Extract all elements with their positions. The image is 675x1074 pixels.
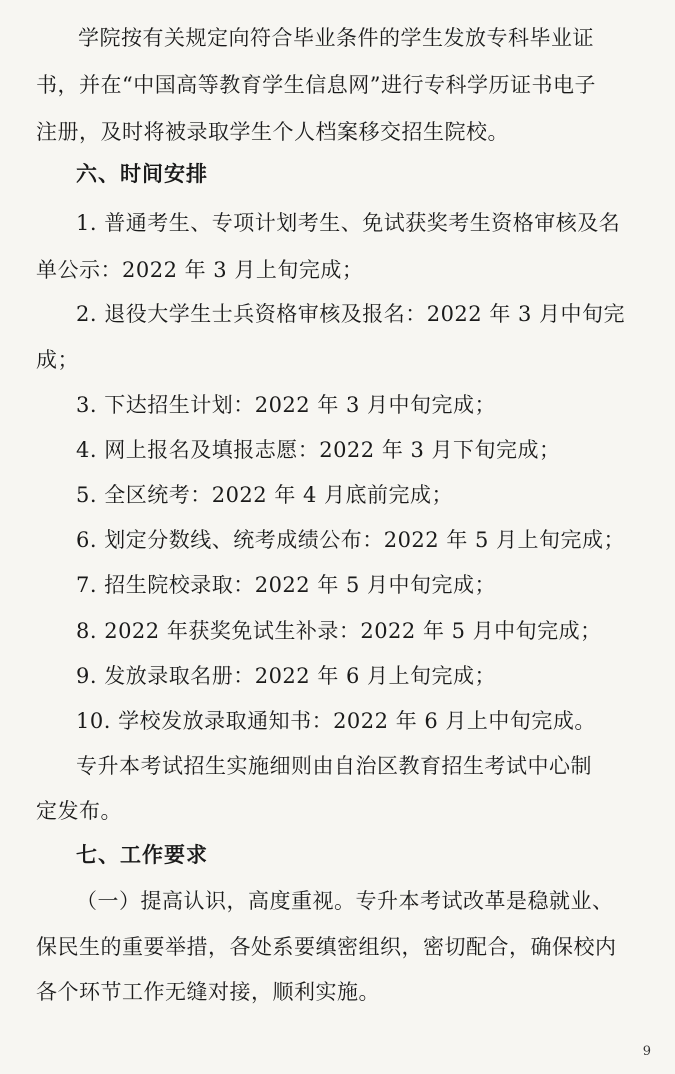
schedule-item-1: 1. 普通考生、专项计划考生、免试获奖考生资格审核及名 (76, 211, 621, 235)
schedule-item-2: 2. 退役大学生士兵资格审核及报名：2022 年 3 月中旬完 (76, 302, 626, 326)
schedule-item-2-cont: 成； (36, 348, 79, 372)
schedule-item-5: 5. 全区统考：2022 年 4 月底前完成； (76, 483, 454, 507)
paragraph-line: 注册，及时将被录取学生个人档案移交招生院校。 (36, 120, 509, 144)
section-heading-requirements: 七、工作要求 (76, 843, 208, 867)
schedule-item-9: 9. 发放录取名册：2022 年 6 月上旬完成； (76, 664, 497, 688)
paragraph-line: 书，并在“中国高等教育学生信息网”进行专科学历证书电子 (36, 73, 596, 97)
paragraph-line: 学院按有关规定向符合毕业条件的学生发放专科毕业证 (78, 26, 594, 50)
schedule-note-cont: 定发布。 (36, 799, 122, 823)
schedule-item-10: 10. 学校发放录取通知书：2022 年 6 月上中旬完成。 (76, 709, 596, 733)
schedule-item-6: 6. 划定分数线、统考成绩公布：2022 年 5 月上旬完成； (76, 528, 626, 552)
schedule-item-4: 4. 网上报名及填报志愿：2022 年 3 月下旬完成； (76, 438, 561, 462)
schedule-item-1-cont: 单公示：2022 年 3 月上旬完成； (36, 258, 364, 282)
section-heading-schedule: 六、时间安排 (76, 162, 208, 186)
schedule-note: 专升本考试招生实施细则由自治区教育招生考试中心制 (76, 754, 592, 778)
page-number: 9 (642, 1044, 651, 1059)
requirements-paragraph-line: （一）提高认识，高度重视。专升本考试改革是稳就业、 (76, 889, 614, 913)
schedule-item-7: 7. 招生院校录取：2022 年 5 月中旬完成； (76, 573, 497, 597)
schedule-item-8: 8. 2022 年获奖免试生补录：2022 年 5 月中旬完成； (76, 619, 602, 643)
requirements-paragraph-line: 各个环节工作无缝对接，顺利实施。 (36, 980, 380, 1004)
schedule-item-3: 3. 下达招生计划：2022 年 3 月中旬完成； (76, 393, 497, 417)
requirements-paragraph-line: 保民生的重要举措，各处系要缜密组织，密切配合，确保校内 (36, 935, 617, 959)
